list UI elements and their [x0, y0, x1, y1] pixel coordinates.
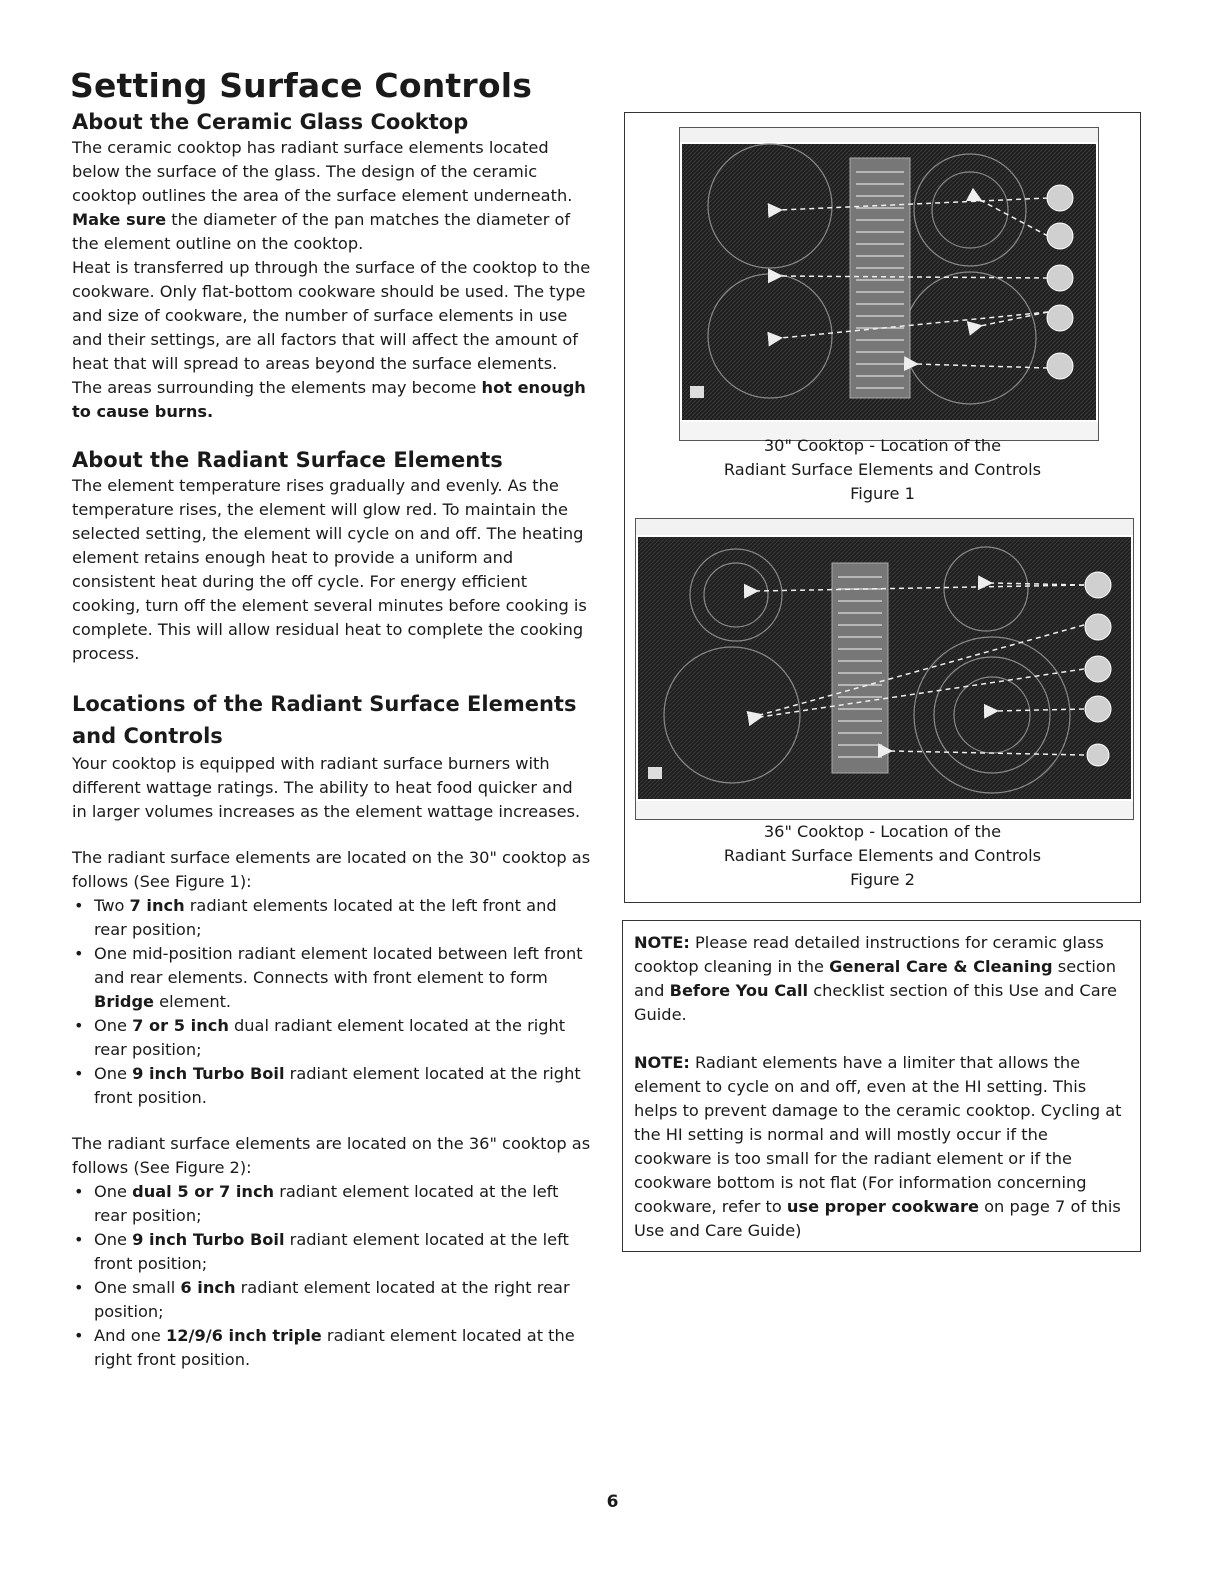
paragraph-radiant-1: The element temperature rises gradually and evenly. As the temperature rises, the element will glow red. To maintain the selected setting, the element will cycle on and off. The heating element retains enough heat to provide a uniform and consistent heat during the off cycle. For energy efficient cooking, turn off the element several minutes before cooking is complete. This will allow residual heat to complete the cooking process.: [72, 476, 587, 663]
section-heading-locations: Locations of the Radiant Surface Elements and Controls: [72, 692, 577, 748]
cooktop-36-image: [635, 518, 1134, 820]
list-36-inch-elements: [72, 1180, 592, 1372]
list-30-inch-elements: [72, 894, 592, 1110]
note-limiter: NOTE: Radiant elements have a limiter that allows the element to cycle on and off, even at the HI setting. This helps to prevent damage to the ceramic cooktop. Cycling at the HI setting is normal and will mostly occur if the cookware is too small for the radiant element or if the cookware bottom is not flat (For information concerning cookware, refer to use proper cookware on page 7 of this Use and Care Guide): [634, 1053, 1122, 1240]
list-item: • One mid-position radiant element located between left front and rear elements. Connects with front element to form Bridge element.: [72, 942, 592, 1014]
paragraph-locations-1: Your cooktop is equipped with radiant surface burners with different wattage ratings. The ability to heat food quicker and in larger volumes increases as the element wattage increases.: [72, 754, 581, 821]
paragraph-locations-30: The radiant surface elements are located on the 30" cooktop as follows (See Figure 1):: [72, 848, 591, 891]
list-item: • Two 7 inch radiant elements located at the left front and rear position;: [72, 894, 592, 942]
list-item: • One 9 inch Turbo Boil radiant element located at the left front position;: [72, 1228, 592, 1276]
list-item: • One dual 5 or 7 inch radiant element located at the left rear position;: [72, 1180, 592, 1228]
figure-1-caption: 30" Cooktop - Location of the Radiant Surface Elements and Controls Figure 1: [723, 436, 1042, 503]
page-number: 6: [606, 1492, 619, 1512]
list-item: • One small 6 inch radiant element located at the right rear position;: [72, 1276, 592, 1324]
section-heading-radiant-elements: About the Radiant Surface Elements: [72, 448, 503, 472]
paragraph-ceramic-2: Heat is transferred up through the surface of the cooktop to the cookware. Only flat-bottom cookware should be used. The type and size of cookware, the number of surface elements in use and their settings, are all factors that will affect the amount of heat that will spread to areas beyond the surface elements. The areas surrounding the elements may become hot enough to cause burns.: [72, 258, 591, 421]
left-column: [72, 108, 592, 1372]
cooktop-30-image: [679, 127, 1099, 441]
notes-box: [622, 920, 1141, 1252]
figures-box: [624, 112, 1141, 903]
list-item: • One 9 inch Turbo Boil radiant element located at the right front position.: [72, 1062, 592, 1110]
paragraph-ceramic-1: The ceramic cooktop has radiant surface elements located below the surface of the glass. The design of the ceramic cooktop outlines the area of the surface element underneath. Make sure the diameter of the pan matches the diameter of the element outline on the cooktop.: [72, 138, 573, 253]
list-item: • And one 12/9/6 inch triple radiant element located at the right front position.: [72, 1324, 592, 1372]
page-title: Setting Surface Controls: [70, 66, 533, 105]
figure-2-caption: 36" Cooktop - Location of the Radiant Surface Elements and Controls Figure 2: [723, 822, 1042, 889]
note-cleaning: NOTE: Please read detailed instructions for ceramic glass cooktop cleaning in the General Care & Cleaning section and Before You Call checklist section of this Use and Care Guide.: [634, 933, 1117, 1024]
list-item: • One 7 or 5 inch dual radiant element located at the right rear position;: [72, 1014, 592, 1062]
section-heading-ceramic-glass: About the Ceramic Glass Cooktop: [72, 110, 469, 134]
paragraph-locations-36: The radiant surface elements are located on the 36" cooktop as follows (See Figure 2):: [72, 1134, 591, 1177]
